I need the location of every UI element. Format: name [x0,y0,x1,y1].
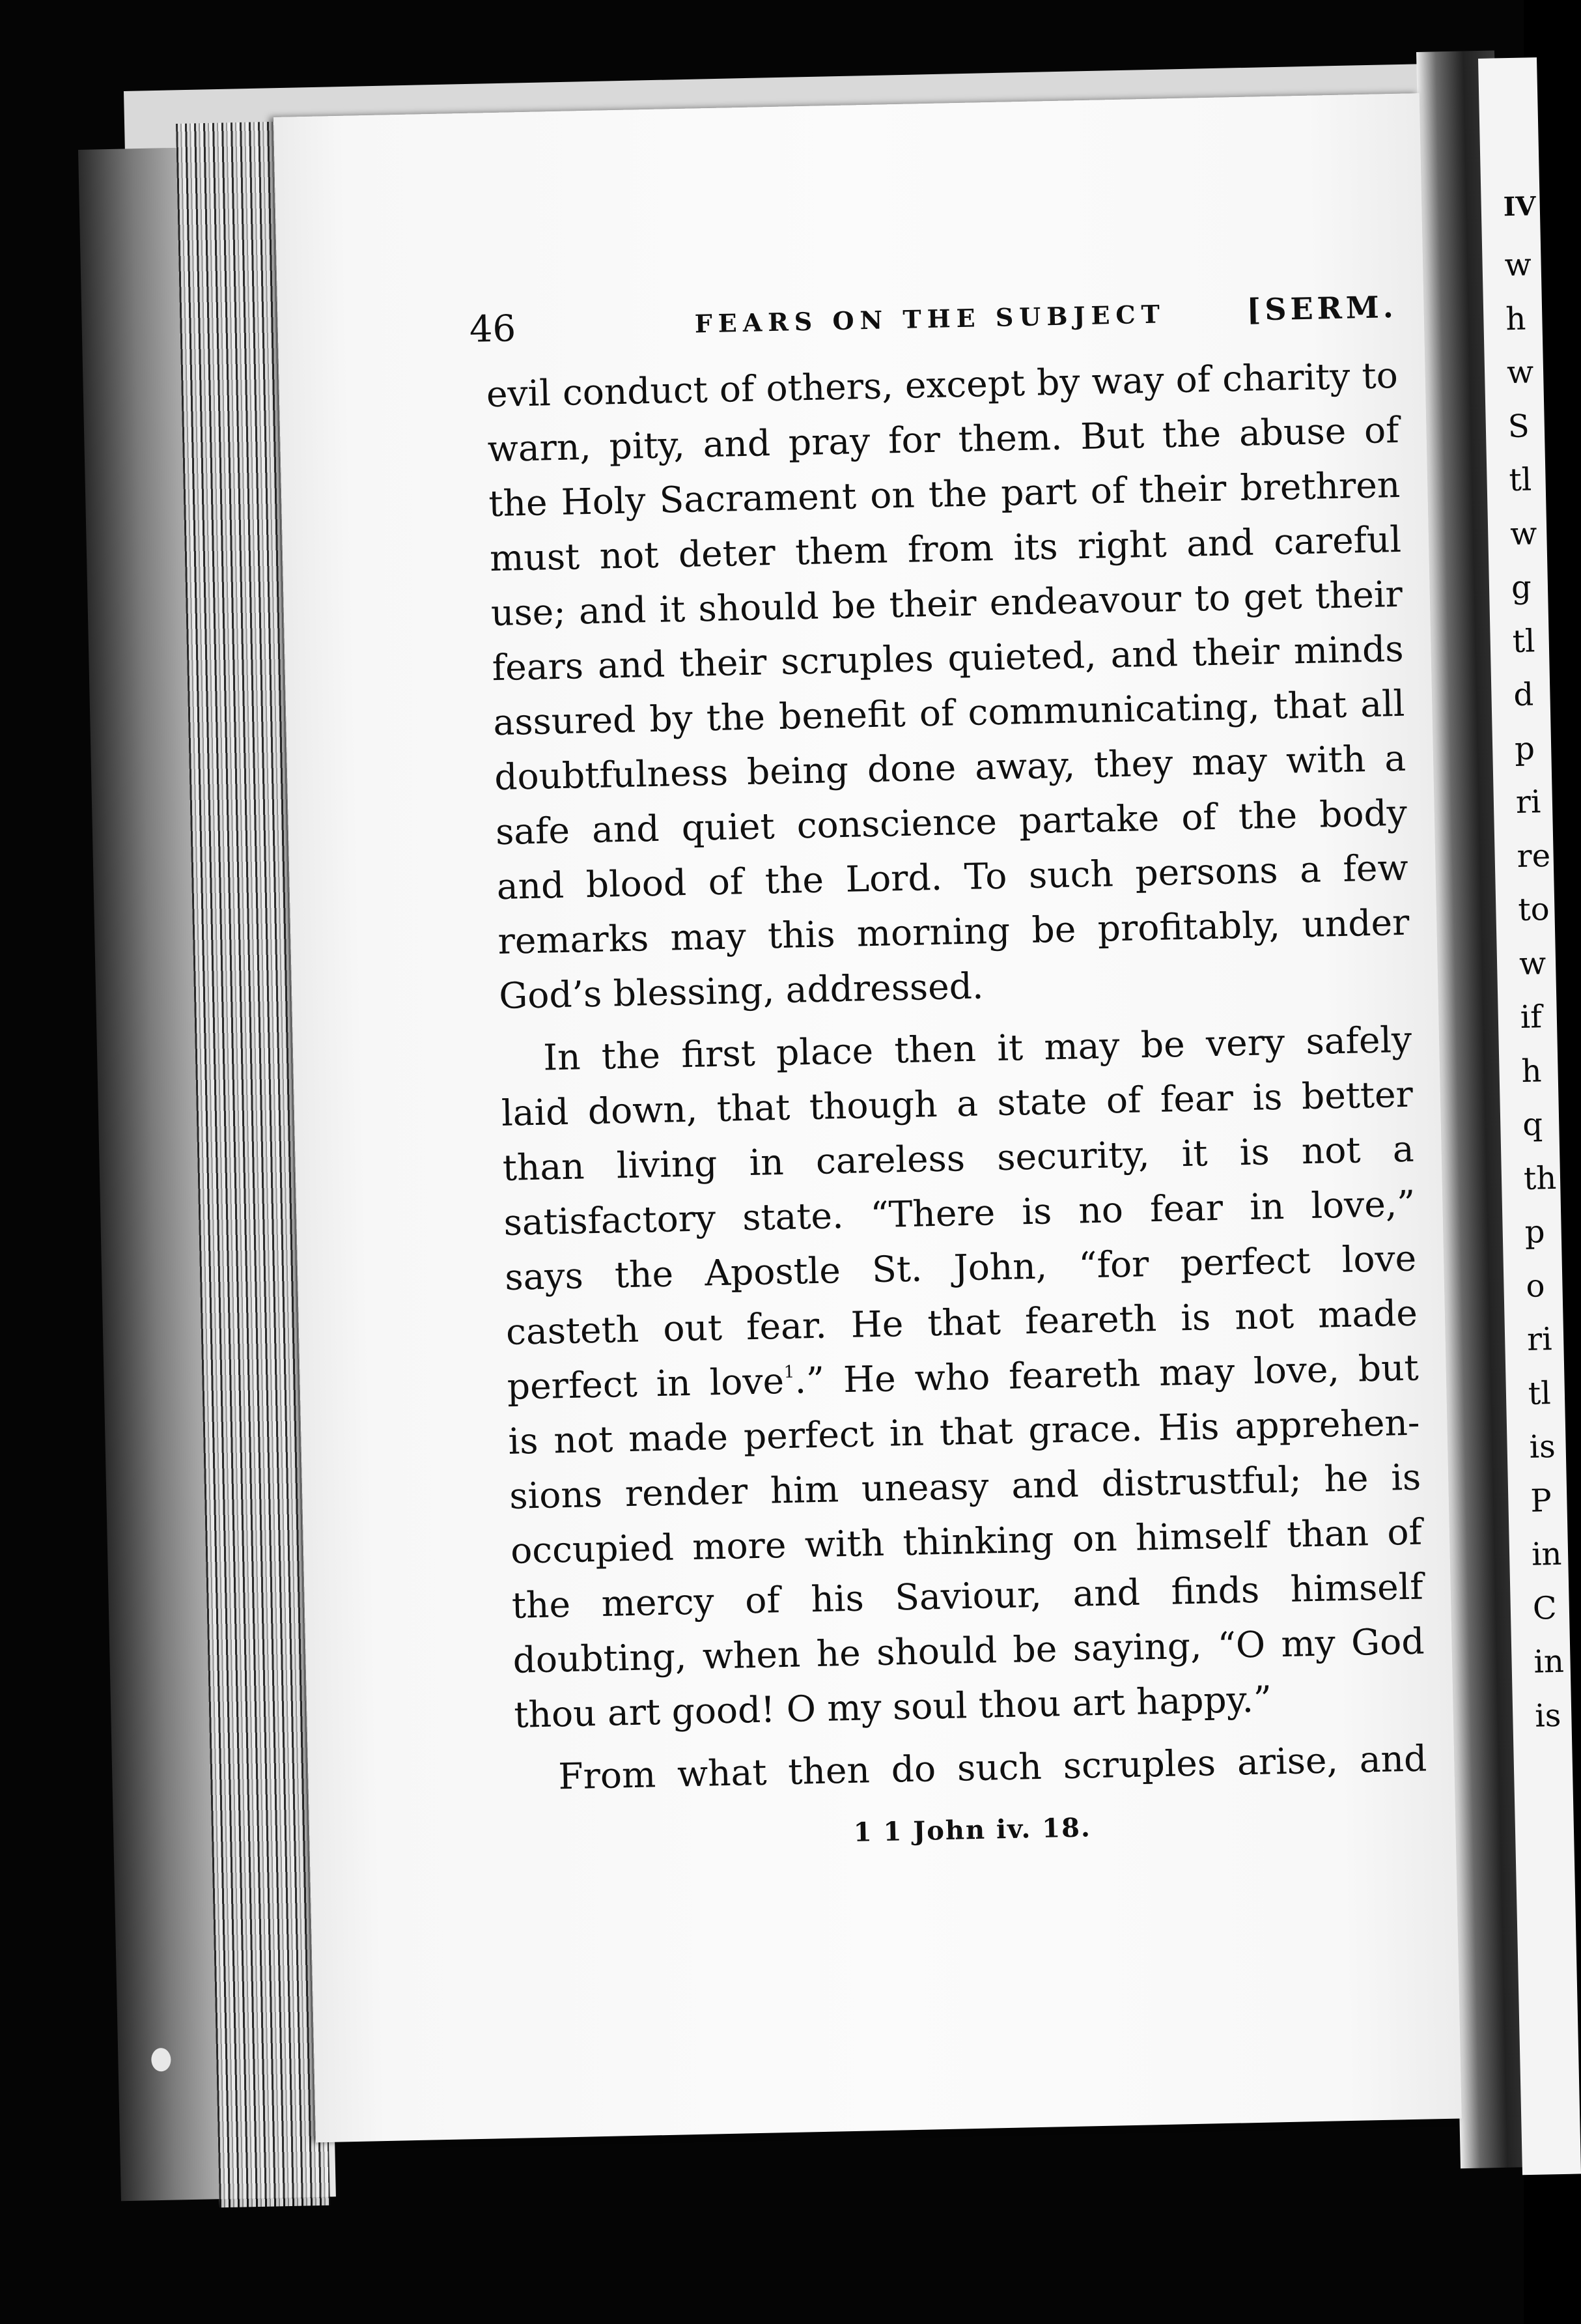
facing-page-fragment: in [1533,1643,1565,1680]
text-line: and blood of the Lord. To such persons a few [496,846,1409,908]
facing-page-fragment: w [1509,515,1537,552]
text-line: occupied more with thinking on himself than of [510,1510,1423,1572]
paragraph-2 [499,1012,1426,1742]
page-text-block [469,289,1428,1855]
text-line: laid down, that though a state of fear is better [501,1073,1414,1134]
text-line: thou art good! O my soul thou art happy.” [513,1678,1272,1736]
running-head-title: FEARS ON THE SUBJECT [694,299,1166,339]
facing-page-fragment: tl [1508,461,1532,499]
facing-page-fragment: S [1507,407,1530,445]
text-fragment: perfect in love [507,1360,785,1408]
facing-page-fragment: IV [1503,191,1537,223]
page-body [486,348,1427,1805]
text-line: use; and it should be their endeavour to get their [490,573,1403,634]
text-line: safe and quiet conscience partake of the body [495,791,1408,853]
facing-page-fragment: is [1534,1697,1561,1735]
facing-page-fragment: p [1514,730,1535,767]
footnote-marker: 1 [783,1362,795,1383]
facing-page-fragment: if [1520,999,1543,1036]
facing-page-fragment: w [1504,246,1532,284]
text-line: than living in careless security, it is not a [502,1127,1415,1189]
running-head-section: [SERM. [1246,289,1398,328]
paragraph-1 [486,348,1411,1023]
text-line: warn, pity, and pray for them. But the abuse of [487,408,1400,470]
text-line: satisfactory state. “There is no fear in love,” [503,1182,1416,1243]
text-line: says the Apostle St. John, “for perfect love [504,1237,1417,1298]
facing-page-fragment: d [1513,676,1534,714]
text-line: evil conduct of others, except by way of charity to [486,354,1399,416]
facing-page-fragment: to [1517,890,1550,928]
facing-page-fragment: re [1517,837,1551,875]
text-line: doubtfulness being done away, they may with a [494,737,1406,799]
text-line: sions render him uneasy and distrustful; he is [509,1456,1421,1517]
book-page [273,93,1462,2142]
text-line: In the first place then it may be very safely [542,1018,1412,1079]
facing-page-fragment: q [1522,1106,1543,1143]
facing-page-fragment: w [1518,944,1546,982]
facing-page-fragment: p [1524,1213,1546,1251]
text-line: the Holy Sacrament on the part of their brethren [488,463,1401,525]
facing-page-fragment: h [1520,1052,1543,1090]
facing-page-fragment: ri [1515,784,1541,821]
facing-page-fragment: w [1506,354,1534,391]
facing-page-fragment: ri [1526,1321,1553,1358]
facing-page-fragment: in [1531,1535,1562,1573]
text-line: must not deter them from its right and careful [489,518,1402,580]
text-line: doubting, when he should be saying, “O my God [512,1620,1425,1681]
page-number: 46 [469,307,516,351]
facing-page-fragment: g [1511,569,1532,606]
text-line: From what then do such scruples arise, and [557,1737,1427,1798]
facing-page-fragment: P [1530,1482,1552,1520]
facing-page-fragment: is [1529,1428,1556,1466]
text-line: fears and their scruples quieted, and their minds [492,627,1405,689]
text-line: casteth out fear. He that feareth is not made [505,1292,1418,1353]
facing-page-fragment: th [1523,1159,1557,1197]
facing-page-fragment: o [1525,1267,1545,1305]
text-line: is not made perfect in that grace. His apprehen- [507,1401,1421,1462]
facing-page-fragment: tl [1512,622,1535,660]
text-line: the mercy of his Saviour, and finds himself [511,1565,1424,1626]
facing-page-fragment: C [1532,1589,1558,1627]
text-line: remarks may this morning be profitably, under [497,901,1410,963]
text-fragment: .” He who feareth may love, but [794,1346,1420,1402]
footnote: 1 1 John iv. 18. [853,1812,1092,1848]
text-line: assured by the benefit of communicating, that all [492,682,1405,744]
facing-page-fragment: tl [1528,1374,1552,1412]
facing-page-fragment: h [1505,300,1526,337]
text-line: God’s blessing, addressed. [498,965,985,1017]
